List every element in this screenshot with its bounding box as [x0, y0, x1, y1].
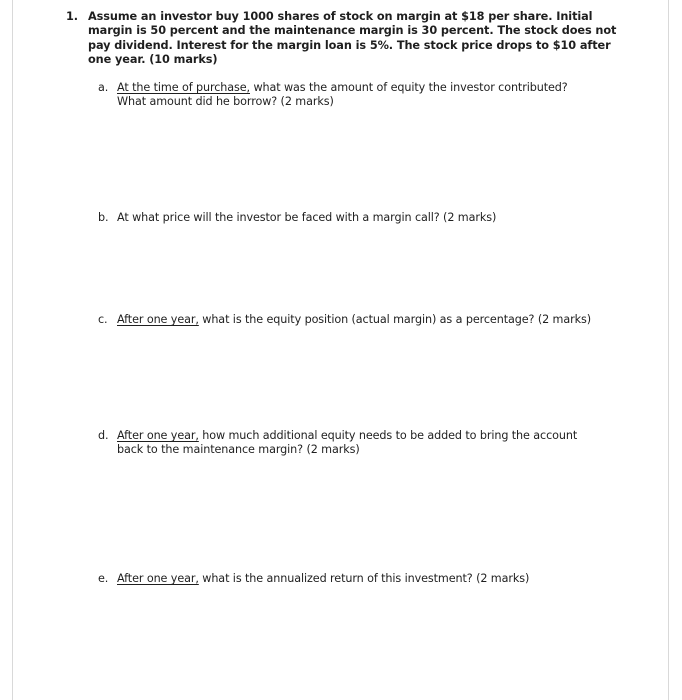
question-1 — [66, 10, 618, 67]
part-d-letter: d. — [98, 429, 109, 442]
part-b — [98, 211, 597, 225]
part-d — [98, 429, 597, 456]
page-left-edge — [12, 0, 13, 700]
part-e-letter: e. — [98, 572, 109, 585]
part-a — [98, 81, 597, 108]
part-c-text: what is the equity position (actual margin) as a percentage? (2 marks) — [198, 313, 591, 326]
question-text: Assume an investor buy 1000 shares of stock on margin at $18 per share. Initial margin is 50 percent and the maintenance margin is 30 percent. The stock does not pay dividend. Interest for the margin loan is 5%. The stock price drops to $10 after one year. (10 marks) — [88, 10, 617, 66]
part-e-underlined: After one year, — [117, 572, 199, 585]
part-c-underlined: After one year, — [117, 313, 199, 326]
page-right-edge — [668, 0, 669, 700]
part-e-text: what is the annualized return of this investment? (2 marks) — [198, 572, 530, 585]
part-d-text: how much additional equity needs to be added to bring the account back to the maintenance margin? (2 marks) — [117, 429, 578, 456]
question-number: 1. — [66, 10, 78, 23]
part-b-text: At what price will the investor be faced with a margin call? (2 marks) — [117, 211, 497, 224]
part-c — [98, 313, 597, 327]
part-a-underlined: At the time of purchase, — [117, 81, 250, 94]
part-b-letter: b. — [98, 211, 109, 224]
part-a-letter: a. — [98, 81, 109, 94]
part-e — [98, 572, 597, 586]
part-c-letter: c. — [98, 313, 108, 326]
part-a-text: what was the amount of equity the investor contributed? What amount did he borrow? (2 marks) — [117, 81, 568, 108]
part-d-underlined: After one year, — [117, 429, 199, 442]
